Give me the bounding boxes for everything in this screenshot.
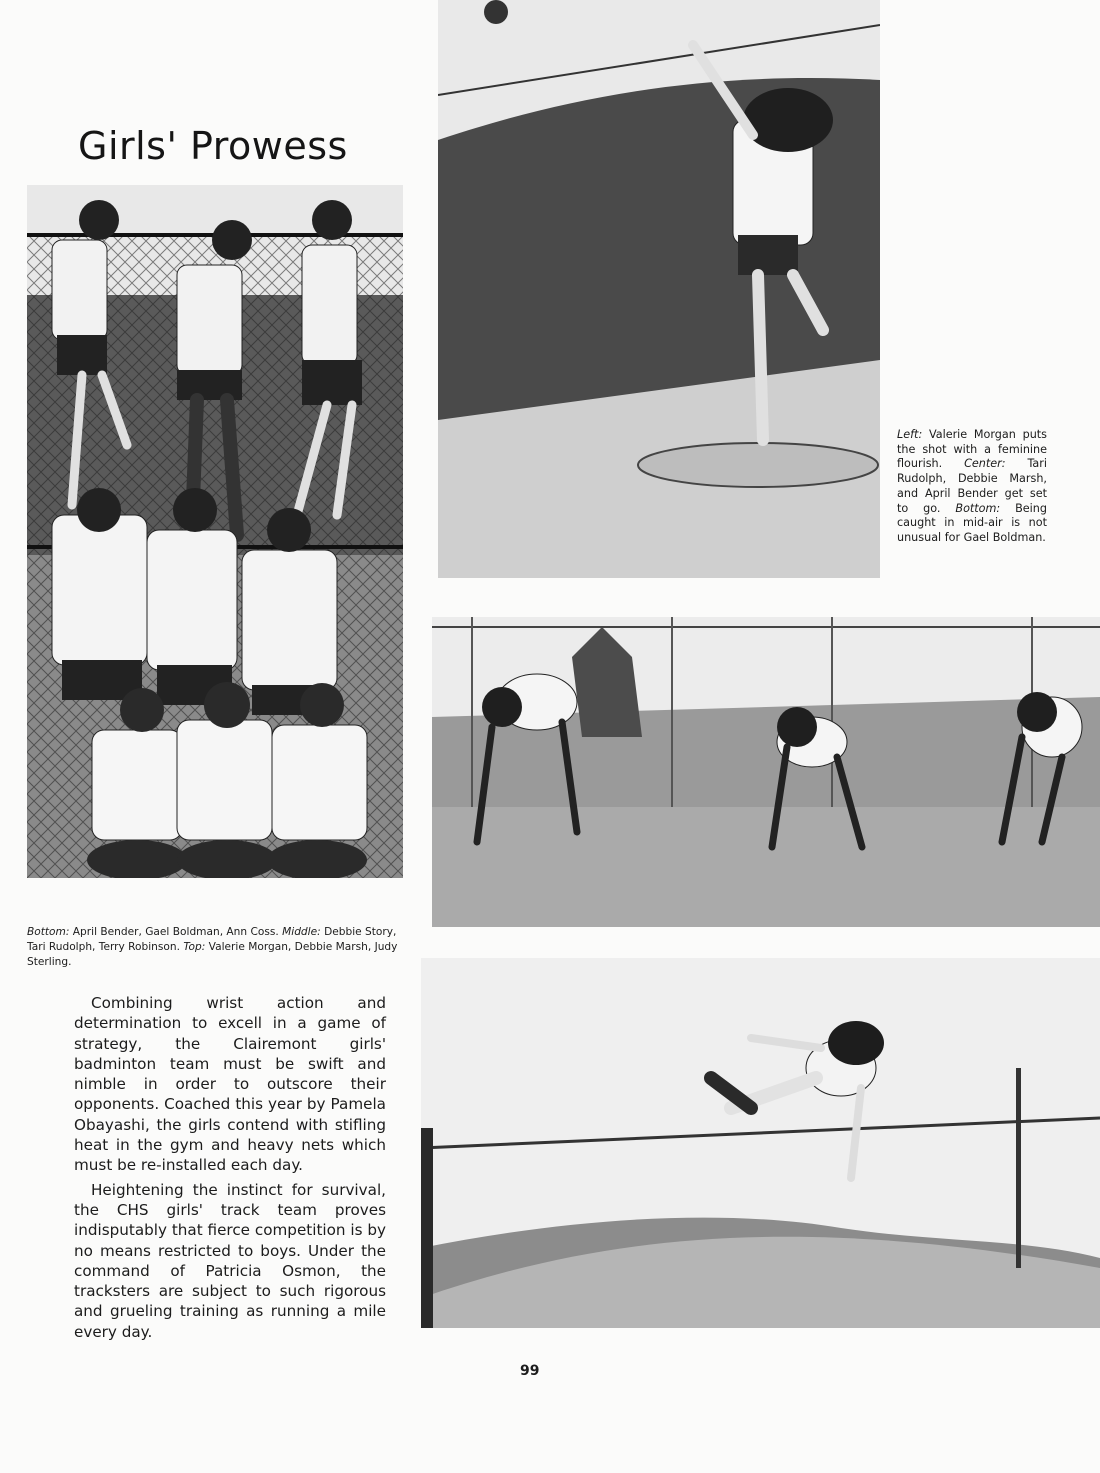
caption-jump-label: Bottom: <box>955 501 1001 515</box>
caption-center-label: Center: <box>964 457 1006 471</box>
caption-jump-text: Being caught in mid-air is not unusual for Gael Boldman. <box>897 501 1047 544</box>
caption-middle-names: Debbie Story, Tari Rudolph, Terry Robinson. <box>27 926 397 953</box>
team-group-photo <box>27 185 403 878</box>
article-paragraph-2: Heightening the instinct for survival, the CHS girls' track team proves indisputably that fierce competition is by no means restricted to boys. Under the command of Patricia Osmon, the tracksters are subject to such rigorous and grueling training as running a mile every day. <box>74 1180 386 1341</box>
caption-top-label: Top: <box>183 941 206 953</box>
team-photo-caption <box>27 925 405 970</box>
article-body <box>74 993 386 1342</box>
caption-bottom-names: April Bender, Gael Boldman, Ann Coss. <box>69 926 283 938</box>
page-title: Girls' Prowess <box>78 124 348 168</box>
caption-middle-label: Middle: <box>282 926 321 938</box>
article-paragraph-1: Combining wrist action and determination to excell in a game of strategy, the Clairemont girls' badminton team must be swift and nimble in order to outscore their opponents. Coached this year by Pamela Obayashi, the girls contend with stifling heat in the gym and heavy nets which must be re-installed each day. <box>74 994 386 1175</box>
page-number: 99 <box>520 1363 540 1379</box>
track-start-photo <box>432 617 1100 927</box>
caption-left-text: Valerie Morgan puts the shot with a feminine flourish. <box>897 428 1047 471</box>
caption-left-label: Left: <box>897 428 923 441</box>
high-jump-photo <box>421 958 1100 1328</box>
shot-put-photo <box>438 0 880 578</box>
caption-bottom-label: Bottom: <box>27 926 70 938</box>
caption-center-text: Tari Rudolph, Debbie Marsh, and April Bender get set to go. <box>897 457 1047 515</box>
side-photos-caption <box>897 428 1047 546</box>
caption-top-names: Valerie Morgan, Debbie Marsh, Judy Sterling. <box>27 941 398 968</box>
